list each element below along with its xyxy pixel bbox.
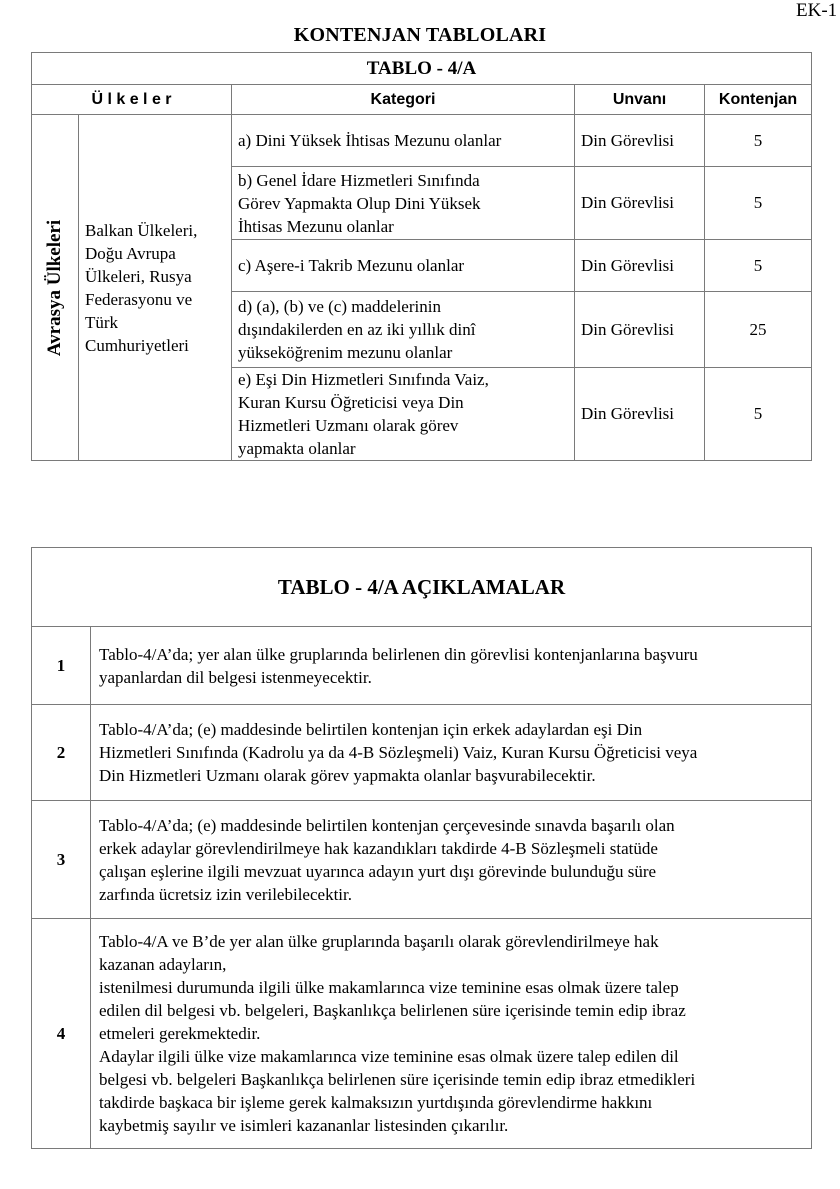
countries-line: Balkan Ülkeleri, bbox=[85, 220, 198, 240]
note-number: 4 bbox=[32, 919, 91, 1149]
notes-caption: TABLO - 4/A AÇIKLAMALAR bbox=[32, 548, 812, 627]
category-line: İhtisas Mezunu olanlar bbox=[238, 216, 394, 236]
notes-caption-row bbox=[32, 548, 812, 627]
note-line: çalışan eşlerine ilgili mevzuat uyarınca adayın yurt dışı görevinde bulunduğu süre bbox=[99, 861, 657, 881]
note-line: yapanlardan dil belgesi istenmeyecektir. bbox=[99, 667, 372, 687]
unvan-cell: Din Görevlisi bbox=[575, 240, 705, 292]
kontenjan-cell: 5 bbox=[705, 115, 812, 167]
note-line: Adaylar ilgili ülke vize makamlarınca vize teminine esas olmak üzere talep edilen dil bbox=[99, 1047, 679, 1066]
note-text bbox=[91, 919, 812, 1149]
category-cell bbox=[232, 115, 575, 167]
note-line: Tablo-4/A’da; yer alan ülke gruplarında belirlenen din görevlisi kontenjanlarına başvuru bbox=[99, 644, 698, 664]
note-row bbox=[32, 627, 812, 705]
note-line: edilen dil belgesi vb. belgeleri, Başkanlıkça belirlenen süre içerisinde temin edip ibraz bbox=[99, 1001, 686, 1020]
note-number: 3 bbox=[32, 801, 91, 919]
category-line: d) (a), (b) ve (c) maddelerinin bbox=[238, 297, 441, 316]
category-cell bbox=[232, 368, 575, 461]
note-text bbox=[91, 627, 812, 705]
note-line: erkek adaylar görevlendirilmeye hak kazandıkları takdirde 4-B Sözleşmeli statüde bbox=[99, 838, 658, 858]
category-line: c) Aşere-i Takrib Mezunu olanlar bbox=[238, 256, 465, 275]
table-header-row bbox=[32, 85, 812, 115]
note-line: zarfında ücretsiz izin verilebilecektir. bbox=[99, 884, 352, 904]
countries-line: Cumhuriyetleri bbox=[85, 335, 189, 355]
region-label: Avrasya Ülkeleri bbox=[44, 219, 65, 356]
category-line: yapmakta olanlar bbox=[238, 439, 356, 458]
kontenjan-cell: 5 bbox=[705, 368, 812, 461]
category-cell bbox=[232, 292, 575, 368]
header-unvani: Unvanı bbox=[575, 85, 705, 115]
kontenjan-cell: 25 bbox=[705, 292, 812, 368]
category-line: e) Eşi Din Hizmetleri Sınıfında Vaiz, bbox=[238, 370, 489, 389]
category-line: Kuran Kursu Öğreticisi veya Din bbox=[238, 393, 464, 412]
category-line: Görev Yapmakta Olup Dini Yüksek bbox=[238, 193, 481, 213]
note-text bbox=[91, 801, 812, 919]
header-kontenjan: Kontenjan bbox=[705, 85, 812, 115]
quota-table bbox=[31, 52, 812, 461]
category-line: b) Genel İdare Hizmetleri Sınıfında bbox=[238, 170, 480, 190]
note-line: etmeleri gerekmektedir. bbox=[99, 1024, 261, 1043]
note-line: Tablo-4/A’da; (e) maddesinde belirtilen kontenjan için erkek adaylardan eşi Din bbox=[99, 720, 643, 739]
note-line: belgesi vb. belgeleri Başkanlıkça belirlenen süre içerisinde temin edip ibraz etmedikleri bbox=[99, 1070, 696, 1089]
annex-label: EK-1 bbox=[796, 0, 838, 21]
note-row bbox=[32, 705, 812, 801]
note-text bbox=[91, 705, 812, 801]
note-line: Hizmetleri Sınıfında (Kadrolu ya da 4-B Sözleşmeli) Vaiz, Kuran Kursu Öğreticisi veya bbox=[99, 743, 698, 762]
category-cell bbox=[232, 240, 575, 292]
category-line: dışındakilerden en az iki yıllık dinî bbox=[238, 320, 476, 339]
countries-line: Federasyonu ve bbox=[85, 289, 193, 309]
unvan-cell: Din Görevlisi bbox=[575, 167, 705, 240]
category-line: a) Dini Yüksek İhtisas Mezunu olanlar bbox=[238, 131, 502, 150]
document-title: KONTENJAN TABLOLARI bbox=[293, 24, 547, 46]
table-caption: TABLO - 4/A bbox=[32, 53, 812, 85]
note-row bbox=[32, 919, 812, 1149]
category-cell bbox=[232, 167, 575, 240]
kontenjan-cell: 5 bbox=[705, 240, 812, 292]
header-ulkeler: Ü l k e l e r bbox=[32, 85, 232, 115]
category-line: yükseköğrenim mezunu olanlar bbox=[238, 343, 453, 362]
note-row bbox=[32, 801, 812, 919]
note-line: Tablo-4/A ve B’de yer alan ülke gruplarında başarılı olarak görevlendirilmeye hak bbox=[99, 932, 659, 951]
countries-cell bbox=[79, 115, 232, 461]
header-kategori: Kategori bbox=[232, 85, 575, 115]
note-line: Tablo-4/A’da; (e) maddesinde belirtilen kontenjan çerçevesinde sınavda başarılı olan bbox=[99, 815, 675, 835]
table-row bbox=[32, 115, 812, 167]
region-cell bbox=[32, 115, 79, 461]
unvan-cell: Din Görevlisi bbox=[575, 368, 705, 461]
note-number: 1 bbox=[32, 627, 91, 705]
unvan-cell: Din Görevlisi bbox=[575, 292, 705, 368]
category-line: Hizmetleri Uzmanı olarak görev bbox=[238, 416, 459, 435]
unvan-cell: Din Görevlisi bbox=[575, 115, 705, 167]
countries-line: Doğu Avrupa bbox=[85, 243, 176, 263]
countries-line: Türk bbox=[85, 312, 119, 332]
note-line: kazanan adayların, bbox=[99, 955, 227, 974]
note-line: istenilmesi durumunda ilgili ülke makamlarınca vize teminine esas olmak üzere talep bbox=[99, 978, 679, 997]
note-number: 2 bbox=[32, 705, 91, 801]
note-line: Din Hizmetleri Uzmanı olarak görev yapmakta olanlar başvurabilecektir. bbox=[99, 766, 596, 785]
kontenjan-cell: 5 bbox=[705, 167, 812, 240]
note-line: kaybetmiş sayılır ve isimleri kazananlar listesinden çıkarılır. bbox=[99, 1116, 509, 1135]
table-caption-row bbox=[32, 53, 812, 85]
countries-line: Ülkeleri, Rusya bbox=[85, 266, 192, 286]
note-line: takdirde başkaca bir işleme gerek kalmaksızın yurtdışında görevlendirme hakkını bbox=[99, 1093, 653, 1112]
notes-table bbox=[31, 547, 812, 1149]
